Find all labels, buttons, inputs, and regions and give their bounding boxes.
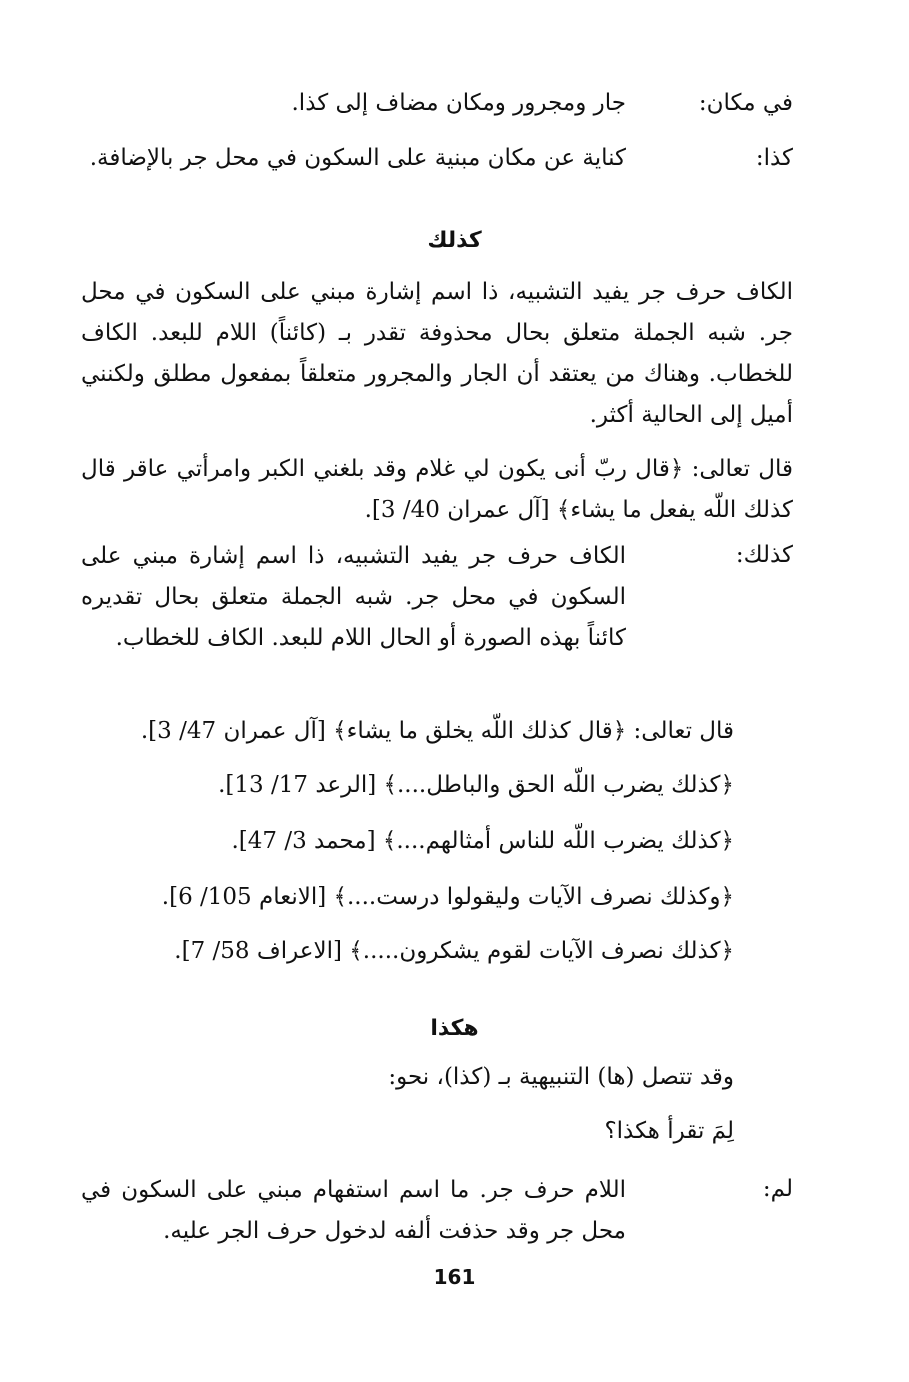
quote-line: ﴿كذلك نصرف الآيات لقوم يشكرون.....﴾ [الاعراف 58/ 7]. (174, 938, 734, 964)
example-line: لِمَ تقرأ هكذا؟ (604, 1118, 734, 1144)
entry-term: كذلك: (735, 542, 793, 568)
section-heading: كذلك (427, 228, 482, 253)
entry-term: لم: (762, 1176, 793, 1202)
quote-line: قال تعالى: ﴿قال كذلك اللّه يخلق ما يشاء﴾ [آل عمران 47/ 3]. (140, 718, 734, 744)
body-paragraph: الكاف حرف جر يفيد التشبيه، ذا اسم إشارة مبني على السكون في محل جر. شبه الجملة متعلق بحال محذوفة تقدر بـ (كائناً) اللام للبعد. الكاف للخطاب. وهناك من يعتقد أن الجار والمجرور متعلقاً بمفعول مطلق ولكنني أميل إلى الحالية أكثر. (81, 279, 793, 428)
quran-quote-paragraph: قال تعالى: ﴿قال ربّ أنى يكون لي غلام وقد بلغني الكبر وامرأتي عاقر قال كذلك اللّه يفعل ما يشاء﴾ [آل عمران 40/ 3]. (81, 456, 793, 523)
intro-line: وقد تتصل (ها) التنبيهية بـ (كذا)، نحو: (388, 1064, 734, 1090)
entry-definition: اللام حرف جر. ما اسم استفهام مبني على السكون في محل جر وقد حذفت ألفه لدخول حرف الجر عليه. (81, 1177, 626, 1244)
quote-line: ﴿كذلك يضرب اللّه للناس أمثالهم....﴾ [محمد 3/ 47]. (231, 828, 734, 854)
quote-line: ﴿وكذلك نصرف الآيات وليقولوا درست....﴾ [الانعام 105/ 6]. (161, 884, 734, 910)
entry-definition: جار ومجرور ومكان مضاف إلى كذا. (291, 90, 626, 116)
entry-definition: الكاف حرف جر يفيد التشبيه، ذا اسم إشارة مبني على السكون في محل جر. شبه الجملة متعلق بحال تقديره كائناً بهذه الصورة أو الحال اللام للبعد. الكاف للخطاب. (81, 543, 626, 651)
entry-definition: كناية عن مكان مبنية على السكون في محل جر بالإضافة. (89, 145, 626, 171)
entry-term: كذا: (755, 145, 793, 171)
section-heading: هكذا (430, 1016, 479, 1041)
page-number: 161 (433, 1265, 476, 1289)
entry-term: في مكان: (698, 90, 793, 116)
quote-line: ﴿كذلك يضرب اللّه الحق والباطل....﴾ [الرعد 17/ 13]. (218, 772, 734, 798)
